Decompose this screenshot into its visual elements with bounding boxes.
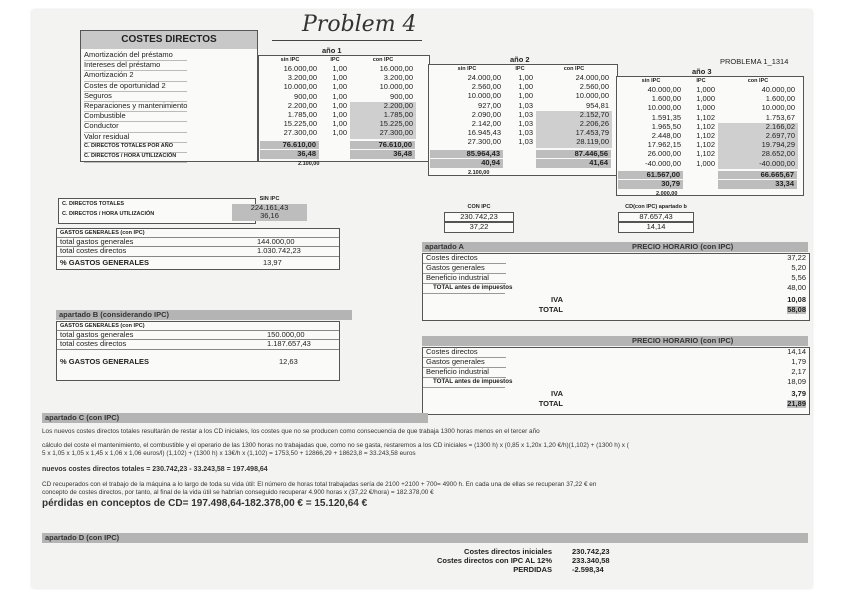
cell-value: -40.000,00: [718, 160, 798, 169]
hours-value: 2.000,00: [656, 190, 678, 197]
cell-value: 1,00: [332, 64, 347, 73]
apartado-a-header: [422, 242, 808, 252]
column-head: con IPC: [563, 66, 585, 72]
cell-value: 1,102: [696, 140, 715, 150]
apartado-a-rows: [423, 253, 809, 314]
cell-value: 1.965,50: [651, 121, 681, 131]
apartado-a-title: apartado A: [425, 242, 464, 251]
apartado-c-text: [42, 428, 802, 508]
apartado-d-rows: [372, 548, 632, 575]
cell-value: 28.119,00: [536, 138, 612, 147]
cell-value: 900,00: [390, 91, 413, 101]
cell-value: 26.000,00: [647, 149, 681, 159]
totals-cd-b: [618, 204, 694, 233]
cell-value: 10.000,00: [379, 82, 413, 92]
column-head: sin IPC: [280, 57, 300, 63]
totals-row1: C. DIRECTOS TOTALES: [62, 201, 125, 207]
apartado-b-val3: 12,63: [279, 356, 298, 366]
price-row-value: 48,00: [787, 283, 806, 292]
cell-value: 24.000,00: [467, 73, 501, 82]
iva-label: IVA: [551, 389, 563, 398]
apartado-d-label: PERDIDAS: [513, 565, 552, 574]
cell-value: -40.000,00: [645, 158, 681, 168]
costes-row-label: Intereses del préstamo: [84, 61, 187, 71]
cell-value: 40.000,00: [647, 85, 681, 94]
cell-value: 1,03: [518, 128, 533, 138]
apartado-b-row2-label: total costes directos: [60, 339, 127, 349]
totals-con-hora: 37,22: [444, 222, 514, 232]
column-head: con IPC: [372, 57, 394, 63]
cell-value: 900,00: [294, 91, 317, 101]
cell-value: 1,00: [332, 109, 347, 119]
cell-value: 2.142,00: [471, 118, 501, 128]
costes-row-label: Seguros: [84, 92, 187, 102]
hora-value: 36,48: [260, 150, 319, 158]
year3-con-column: [718, 78, 798, 169]
cell-value: 2.090,00: [471, 109, 501, 119]
cell-value: 2.200,00: [287, 100, 317, 110]
cell-value: 954,81: [586, 100, 609, 110]
cell-value: 1,000: [696, 85, 715, 94]
precio-b-heading: PRECIO HORARIO (con IPC): [632, 336, 734, 345]
year2-ipc-column: [504, 66, 536, 148]
total-value: 21,89: [787, 399, 806, 408]
problem-label: PROBLEMA 1_1314: [720, 57, 789, 66]
cell-value: 2.206,26: [536, 120, 612, 129]
apartado-c-p4a: CD recuperados con el trabajo de la máquina a lo largo de toda su vida útil: El número de horas total trabajadas sería de 2100 +2100 + 700= 4900 h. En cada una de ellas se recuperan 37,22 € en: [42, 481, 597, 488]
year1-label: año 1: [322, 46, 342, 55]
precio-b-rows: [423, 347, 809, 408]
costes-row-label: Valor residual: [84, 133, 187, 143]
gastos-generales-table: [56, 228, 340, 270]
costes-directos-title: COSTES DIRECTOS: [81, 31, 257, 49]
gastos1-row3: [57, 257, 339, 269]
cell-value: 1,00: [332, 91, 347, 101]
apartado-d-title: apartado D (con IPC): [42, 533, 808, 543]
cell-value: 27.300,00: [350, 129, 416, 138]
total-value: 85.964,43: [430, 150, 503, 158]
cell-value: 19.794,29: [718, 141, 798, 150]
hora-value: 36,48: [350, 150, 415, 158]
costes-row-label: Amortización 2: [84, 71, 187, 81]
totals-con-head: CON IPC: [467, 204, 491, 210]
gastos1-row3-label: % GASTOS GENERALES: [60, 257, 150, 267]
column-head: IPC: [515, 66, 525, 72]
cell-value: 1,000: [696, 103, 715, 113]
cell-value: 1,03: [518, 137, 533, 147]
iva-value: 3,79: [791, 389, 806, 398]
precio-b-table: [422, 347, 810, 415]
cell-value: 1,03: [518, 118, 533, 128]
gastos1-val2: 1.030.742,23: [257, 246, 301, 256]
apartado-b-row3: [57, 350, 339, 374]
apartado-a-heading: PRECIO HORARIO (con IPC): [632, 242, 734, 251]
apartado-b-table: [56, 321, 340, 381]
hora-value: 40,94: [430, 159, 503, 167]
price-row-value: 18,09: [787, 377, 806, 386]
apartado-c-title: apartado C (con IPC): [42, 413, 428, 423]
apartado-c-p1: Los nuevos costes directos totales resultarán de restar a los CD iniciales, los costes que no se producen como consecuencia de que trabaja 1300 horas menos en el tercer año: [42, 428, 540, 435]
costes-row-label: Amortización del préstamo: [84, 51, 187, 61]
cell-value: 3.200,00: [383, 73, 413, 83]
gastos1-title: GASTOS GENERALES (con IPC): [57, 229, 339, 238]
cell-value: 15.225,00: [350, 120, 416, 129]
hora-value: 41,64: [536, 159, 611, 167]
cell-value: 2.697,70: [718, 132, 798, 141]
price-row-value: 37,22: [787, 253, 806, 262]
precio-b-header: [422, 336, 808, 346]
price-row-label: Costes directos: [423, 254, 506, 264]
cell-value: 2.560,00: [579, 82, 609, 92]
price-row-label: Gastos generales: [423, 264, 506, 274]
cell-value: 2.200,00: [350, 102, 416, 111]
year3-sin-column: [618, 78, 684, 169]
cell-value: 1,00: [332, 119, 347, 129]
apartado-c-p4b: concepto de costes directos, por tanto, al final de la vida útil se habrían conseguido recuperar 4.900 horas x (37,22 €/hora) = 182.378,00 €: [42, 489, 434, 496]
totals-cd-head: CD(con IPC) apartado b: [625, 204, 687, 210]
price-row-label: TOTAL antes de impuestos: [423, 284, 505, 294]
year2-label: año 2: [510, 55, 530, 64]
apartado-b-row2: [57, 340, 339, 349]
totals-cd-hora: 14,14: [618, 222, 694, 232]
total-value: 58,08: [787, 305, 806, 314]
cell-value: 1,102: [696, 130, 715, 140]
cell-value: 27.300,00: [467, 137, 501, 147]
costes-directos-row-labels: [84, 51, 187, 163]
hours-value: 2.100,00: [468, 169, 490, 176]
apartado-c-p5: pérdidas en conceptos de CD= 197.498,64-182.378,00 € = 15.120,64 €: [42, 498, 368, 509]
year2-con-column: [536, 66, 612, 148]
cell-value: 17.962,15: [647, 140, 681, 150]
totals-sin-head: SIN IPC: [259, 196, 280, 202]
price-row-value: 1,79: [791, 357, 806, 366]
cell-value: 1,03: [518, 100, 533, 110]
cell-value: 1,00: [332, 82, 347, 92]
cell-value: 10.000,00: [575, 91, 609, 101]
hours-value: 2.100,00: [298, 160, 320, 167]
cell-value: 10.000,00: [761, 103, 795, 113]
handwritten-title: Problem 4: [302, 12, 417, 37]
document-page: [32, 10, 812, 588]
cell-value: 1,00: [332, 73, 347, 83]
cell-value: 1.600,00: [651, 94, 681, 104]
cell-value: 17.453,79: [536, 129, 612, 138]
cell-value: 1,00: [518, 91, 533, 101]
apartado-d-value: -2.598,34: [572, 565, 604, 574]
apartado-b-title: apartado B (considerando IPC): [56, 310, 352, 320]
apartado-b-val2: 1.187.657,43: [267, 339, 311, 349]
column-head: con IPC: [747, 78, 769, 84]
costes-row-label: C. DIRECTOS / HORA UTILIZACIÓN: [84, 153, 187, 163]
hora-value: 30,79: [618, 180, 683, 188]
cell-value: 1,102: [696, 149, 715, 159]
apartado-d-label: Costes directos con IPC AL 12%: [436, 556, 552, 565]
total-label: TOTAL: [538, 305, 563, 314]
total-value: 61.567,00: [618, 171, 683, 179]
apartado-b-val1: 150.000,00: [267, 330, 305, 339]
costes-row-label: C. DIRECTOS TOTALES POR AÑO: [84, 143, 187, 153]
cell-value: 1.753,67: [765, 112, 795, 122]
cell-value: 3.200,00: [287, 73, 317, 83]
totals-row2: C. DIRECTOS / HORA UTILIZACIÓN: [62, 211, 155, 217]
cell-value: 2.152,70: [536, 111, 612, 120]
cell-value: 1.591,35: [651, 112, 681, 122]
totals-sin-total: 224.161,43: [232, 204, 307, 212]
totals-con-ipc: [444, 204, 514, 233]
apartado-d-value: 230.742,23: [572, 547, 610, 556]
cell-value: 1,00: [518, 73, 533, 82]
apartado-a-table: [422, 253, 810, 321]
column-head: sin IPC: [641, 78, 661, 84]
cell-value: 1,000: [696, 158, 715, 168]
price-row-label: TOTAL antes de impuestos: [423, 378, 505, 388]
price-row-value: 2,17: [791, 367, 806, 376]
total-value: 76.610,00: [350, 141, 415, 149]
totals-labels: [58, 198, 256, 224]
column-head: IPC: [330, 57, 340, 63]
totals-cd-total: 87.657,43: [618, 212, 694, 222]
cell-value: 1.600,00: [765, 94, 795, 104]
apartado-c-p2a: cálculo del coste el mantenimiento, el combustible y el operario de las 1300 horas no trabajadas que, como no se gasta, restaremos a los CD iniciales = (1300 h) x (0,85 x 1,20x 1,20 €/h)(1,102) + (1300 h) x (: [42, 442, 629, 449]
cell-value: 1,00: [332, 128, 347, 138]
total-label: TOTAL: [538, 399, 563, 408]
totals-sin-hora: 36,16: [232, 212, 307, 220]
cell-value: 1,03: [518, 109, 533, 119]
cell-value: 24.000,00: [575, 73, 609, 82]
cell-value: 10.000,00: [647, 103, 681, 113]
year3-ipc-column: [684, 78, 718, 169]
totals-con-total: 230.742,23: [444, 212, 514, 222]
cell-value: 2.560,00: [471, 82, 501, 92]
year3-label: año 3: [692, 67, 712, 76]
year1-sin-column: [260, 57, 320, 139]
cell-value: 40.000,00: [761, 85, 795, 94]
apartado-c-p2b: 5 x 1,05 x 1,05 x 1,45 x 1,06 x 1,06 euros/l) (1,102) + (1300 h) x 13€/h x (1,102) = 1753,50 + 12866,29 + 18623,8 = 33.243,58 euros: [42, 450, 416, 457]
total-value: 76.610,00: [260, 141, 319, 149]
apartado-b-row1-label: total gastos generales: [60, 330, 134, 339]
iva-label: IVA: [551, 295, 563, 304]
gastos1-row2: [57, 247, 339, 256]
cell-value: 2.448,00: [651, 130, 681, 140]
costes-row-label: Combustible: [84, 112, 187, 122]
cell-value: 1.785,00: [350, 111, 416, 120]
apartado-d-table: [372, 548, 632, 575]
column-head: IPC: [696, 78, 706, 84]
cell-value: 16.945,43: [467, 128, 501, 138]
costes-directos-labels: [80, 30, 258, 162]
cell-value: 1,000: [696, 94, 715, 104]
totals-sin-ipc: [232, 196, 307, 221]
title-underline: [272, 40, 422, 41]
apartado-c-p3: nuevos costes directos totales = 230.742,23 - 33.243,58 = 197.498,64: [42, 466, 268, 473]
cell-value: 2.166,02: [718, 123, 798, 132]
cell-value: 10.000,00: [283, 82, 317, 92]
cell-value: 1,00: [518, 82, 533, 92]
cell-value: 927,00: [478, 100, 501, 110]
price-row-label: Beneficio industrial: [423, 368, 506, 378]
cell-value: 1,102: [696, 121, 715, 131]
column-head: sin IPC: [457, 66, 477, 72]
hora-value: 33,34: [718, 180, 797, 188]
gastos1-row2-label: total costes directos: [60, 246, 127, 256]
year1-ipc-column: [320, 57, 350, 139]
year1-con-column: [350, 57, 416, 139]
price-row-value: 5,56: [791, 273, 806, 282]
price-row-label: Beneficio industrial: [423, 274, 506, 284]
price-row-value: 5,20: [791, 263, 806, 272]
costes-row-label: Conductor: [84, 122, 187, 132]
gastos1-row1-label: total gastos generales: [60, 237, 134, 246]
cell-value: 27.300,00: [283, 128, 317, 138]
apartado-d-value: 233.340,58: [572, 556, 610, 565]
gastos1-val3: 13,97: [263, 257, 282, 267]
cell-value: 1,00: [332, 100, 347, 110]
gastos1-val1: 144.000,00: [257, 237, 295, 246]
iva-value: 10,08: [787, 295, 806, 304]
price-row-value: 14,14: [787, 347, 806, 356]
costes-row-label: Reparaciones y mantenimiento: [84, 102, 187, 112]
apartado-b-sub: GASTOS GENERALES (con IPC): [57, 322, 339, 331]
price-row-label: Gastos generales: [423, 358, 506, 368]
cell-value: 10.000,00: [467, 91, 501, 101]
costes-row-label: Costes de oportunidad 2: [84, 82, 187, 92]
total-value: 66.665,67: [718, 171, 797, 179]
apartado-d-label: Costes directos iniciales: [464, 547, 552, 556]
cell-value: 16.000,00: [283, 64, 317, 73]
cell-value: 16.000,00: [379, 64, 413, 73]
price-row-label: Costes directos: [423, 348, 506, 358]
cell-value: 1.785,00: [287, 109, 317, 119]
apartado-d-row: [372, 566, 632, 575]
cell-value: 15.225,00: [283, 119, 317, 129]
cell-value: 1,102: [696, 112, 715, 122]
total-value: 87.446,56: [536, 150, 611, 158]
year2-sin-column: [430, 66, 504, 148]
apartado-b-row3-label: % GASTOS GENERALES: [60, 356, 150, 366]
cell-value: 28.652,00: [718, 150, 798, 159]
